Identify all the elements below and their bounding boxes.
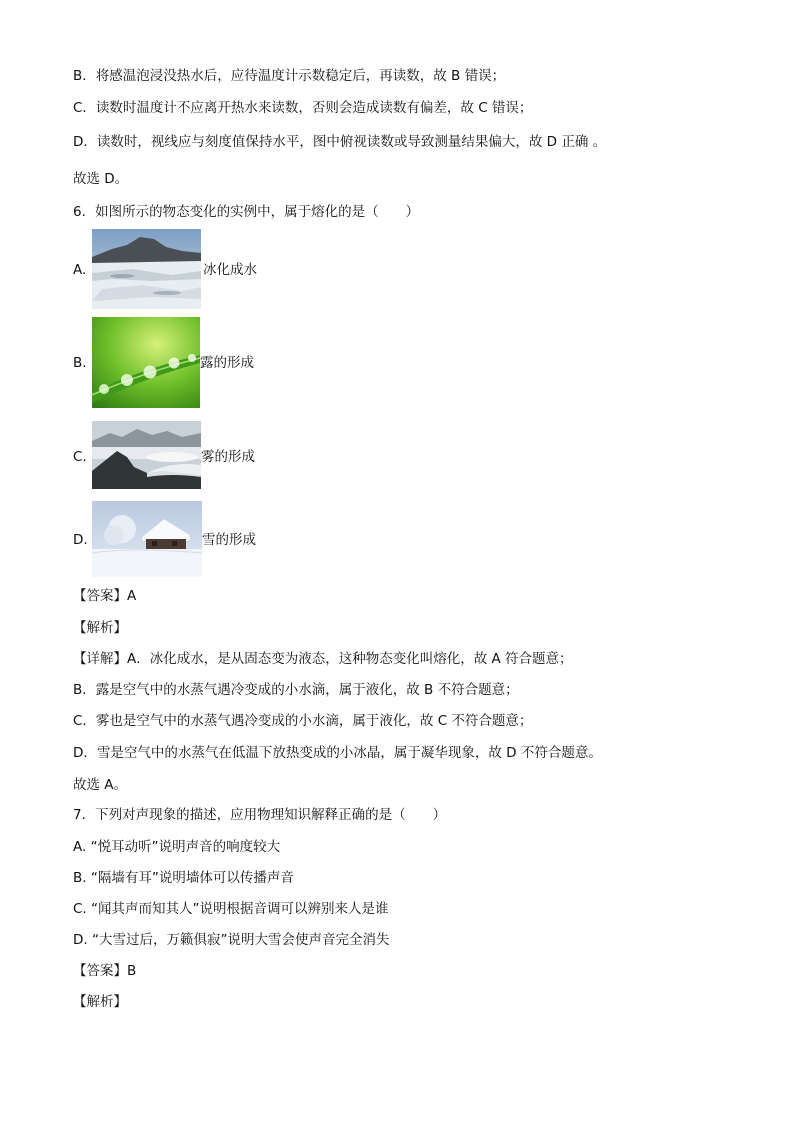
q6-detail-d: D．雪是空气中的水蒸气在低温下放热变成的小冰晶，属于凝华现象，故 D 不符合题意。 [73, 745, 602, 761]
question-6-stem: 6．如图所示的物态变化的实例中，属于熔化的是（ ） [73, 204, 420, 220]
q7-answer: 【答案】B [73, 963, 137, 979]
q6-detail-c: C．雾也是空气中的水蒸气遇冷变成的小水滴，属于液化，故 C 不符合题意； [73, 713, 533, 729]
option-a-text: 冰化成水 [203, 262, 257, 278]
q7-option-c: C. “闻其声而知其人”说明根据音调可以辨别来人是谁 [73, 901, 389, 917]
option-d-label: D. [73, 532, 88, 548]
frozen-river-photo [92, 229, 201, 309]
q7-analysis-title: 【解析】 [73, 994, 127, 1010]
option-a-label: A. [73, 262, 87, 278]
q6-detail-a: 【详解】A．冰化成水，是从固态变为液态，这种物态变化叫熔化，故 A 符合题意； [73, 651, 573, 667]
solution-line-d: D．读数时，视线应与刻度值保持水平，图中俯视读数或导致测量结果偏大，故 D 正确 。 [73, 134, 607, 150]
q6-analysis-title: 【解析】 [73, 620, 127, 636]
q6-conclusion: 故选 A。 [73, 777, 128, 793]
option-d-text: 雪的形成 [202, 532, 256, 548]
question-7-stem: 7．下列对声现象的描述，应用物理知识解释正确的是（ ） [73, 807, 447, 823]
snow-house-photo [92, 501, 202, 577]
dew-leaf-photo [92, 317, 200, 408]
q7-option-b: B. “隔墙有耳”说明墙体可以传播声音 [73, 870, 294, 886]
q6-detail-b: B．露是空气中的水蒸气遇冷变成的小水滴，属于液化，故 B 不符合题意； [73, 682, 519, 698]
option-b-text: 露的形成 [200, 355, 254, 371]
option-b-label: B. [73, 355, 87, 371]
q6-answer: 【答案】A [73, 588, 137, 604]
option-c-text: 雾的形成 [201, 449, 255, 465]
q7-option-a: A. “悦耳动听”说明声音的响度较大 [73, 839, 281, 855]
solution-line-c: C．读数时温度计不应离开热水来读数，否则会造成读数有偏差，故 C 错误； [73, 100, 533, 116]
solution-conclusion: 故选 D。 [73, 171, 129, 187]
fog-mountains-photo [92, 421, 201, 489]
solution-line-b: B．将感温泡浸没热水后，应待温度计示数稳定后，再读数，故 B 错误； [73, 68, 506, 84]
q7-option-d: D. “大雪过后，万籁俱寂”说明大雪会使声音完全消失 [73, 932, 390, 948]
option-c-label: C. [73, 449, 87, 465]
